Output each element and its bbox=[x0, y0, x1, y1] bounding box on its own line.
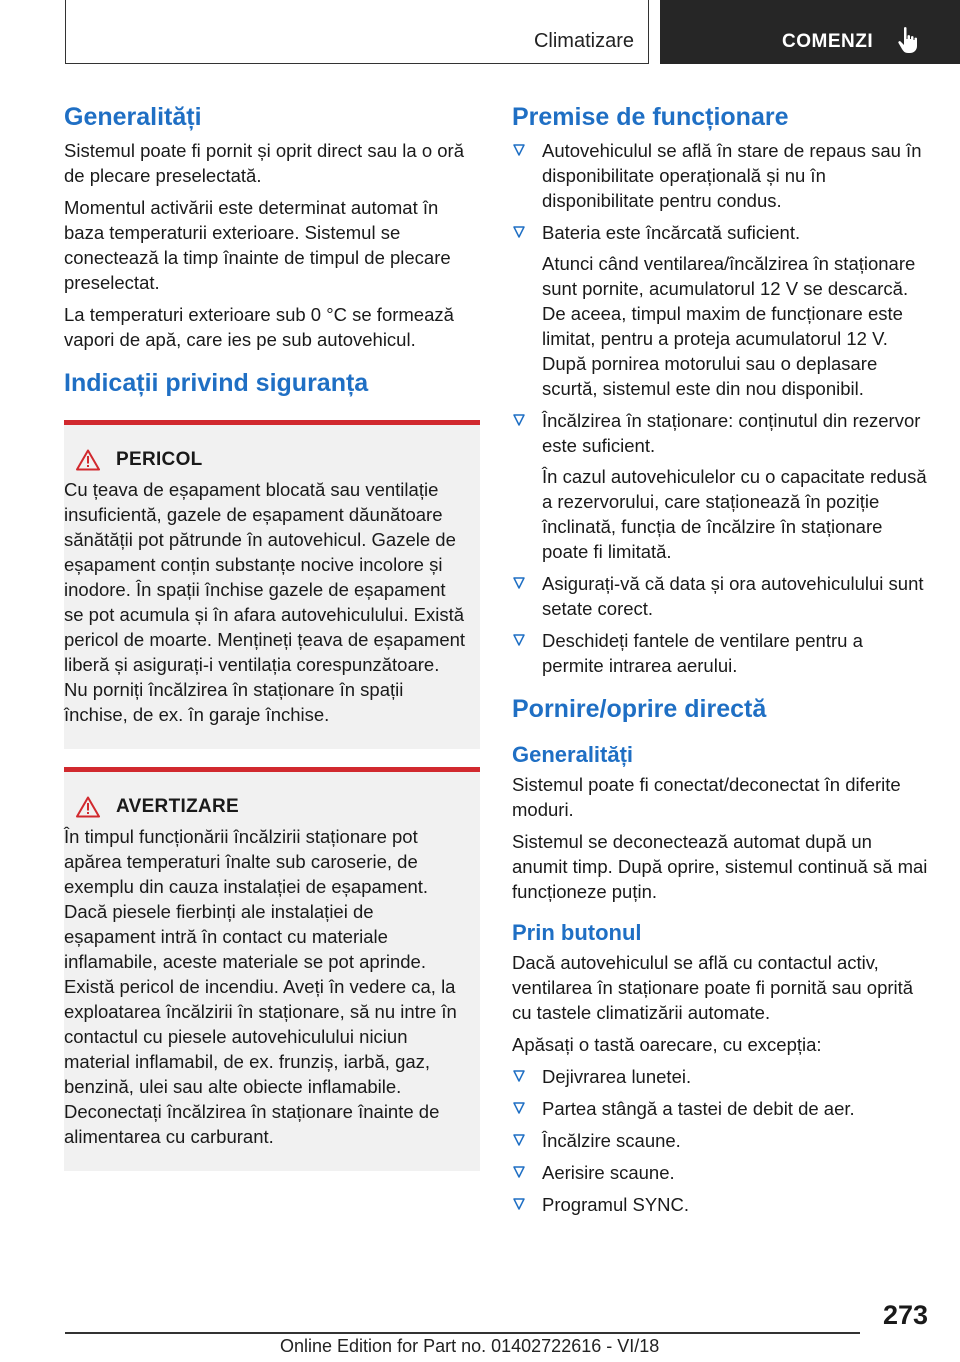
list-item bbox=[512, 1128, 928, 1153]
heading-safety: Indicații privind siguranța bbox=[64, 369, 369, 397]
premise-list bbox=[512, 138, 928, 678]
list-item-note: În cazul autovehiculelor cu o capacitate redusă a rezervorului, care staționează în poziție înclinată, funcția de încălzire în staționare poate fi limitată. bbox=[542, 466, 927, 562]
list-item-text: Partea stângă a tastei de debit de aer. bbox=[542, 1098, 855, 1119]
list-item-text: Aerisire scaune. bbox=[542, 1162, 675, 1183]
list-item bbox=[512, 1160, 928, 1185]
list-item bbox=[512, 408, 928, 564]
triangle-bullet-icon bbox=[513, 1069, 525, 1083]
triangle-bullet-icon bbox=[513, 143, 525, 157]
triangle-bullet-icon bbox=[513, 225, 525, 239]
paragraph: Dacă autovehiculul se află cu contactul activ, ventilarea în staționare poate fi pornită sau oprită cu tastele climatizării automate. bbox=[512, 952, 914, 1023]
right-column bbox=[512, 100, 928, 1224]
section-title: Climatizare bbox=[533, 30, 634, 52]
paragraph: Sistemul poate fi pornit și oprit direct sau la o oră de plecare preselectată. bbox=[64, 140, 464, 186]
triangle-bullet-icon bbox=[513, 1101, 525, 1115]
list-item-text: Bateria este încărcată suficient. bbox=[542, 222, 801, 243]
warning-header bbox=[76, 796, 468, 818]
warning-text: În timpul funcționării încălzirii staționare pot apărea temperaturi înalte sub caroserie, de exemplu din cauza instalației de eșapament. Dacă piesele fierbinți ale instalației de eșapament intră în contact cu materiale inflamabile, aceste materiale se pot aprinde. Există pericol de incendiu. Aveți în vedere ca, la exploatarea încălzirii în staționare, să nu intre în contactul cu piesele autovehiculului niciun material inflamabil, de ex. frunziș, iarbă, gaz, benzină, ulei sau alte obiecte inflamabile. Deconectați încălzirea în staționare înainte de alimentarea cu carburant. bbox=[64, 826, 457, 1147]
triangle-bullet-icon bbox=[513, 1133, 525, 1147]
list-item-text: Asigurați-vă că data și ora autovehiculului sunt setate corect. bbox=[542, 573, 924, 619]
chapter-tab-label: COMENZI bbox=[782, 31, 874, 52]
heading-general-2: Generalități bbox=[512, 742, 634, 767]
page-number: 273 bbox=[882, 1300, 928, 1330]
paragraph: Sistemul poate fi conectat/deconectat în diferite moduri. bbox=[512, 774, 901, 820]
triangle-bullet-icon bbox=[513, 1197, 525, 1211]
warning-box bbox=[64, 767, 480, 1171]
chapter-tab[interactable] bbox=[660, 0, 960, 64]
danger-text: Cu țeava de eșapament blocată sau ventilație insuficientă, gazele de eșapament dăunătoare sănătății pot pătrunde în autovehicul. Gazele de eșapament conțin substanțe nocive incolore și inodore. În spații închise gazele de eșapament se pot acumula și în afara autovehiculului. Există pericol de moarte. Mențineți țeava de eșapament liberă și asigurați-i ventilația corespunzătoare. Nu porniți încălzirea în staționare în spații închise, de ex. în garaje închise. bbox=[64, 479, 466, 725]
list-item bbox=[512, 1064, 928, 1089]
list-item-text: Dejivrarea lunetei. bbox=[542, 1066, 692, 1087]
warning-title: AVERTIZARE bbox=[116, 796, 239, 817]
paragraph: Sistemul se deconectează automat după un anumit timp. După oprire, sistemul continuă să mai funcționeze puțin. bbox=[512, 831, 928, 902]
footer-divider bbox=[65, 1332, 860, 1334]
list-item-note: Atunci când ventilarea/încălzirea în staționare sunt pornite, acumulatorul 12 V se descarcă. De aceea, timpul maxim de funcționare este limitat, pentru a proteja acumulatorul 12 V. După pornirea motorului sau o deplasare scurtă, sistemul este din nou disponibil. bbox=[542, 253, 916, 399]
footer-edition: Online Edition for Part no. 01402722616 - VI/18 bbox=[280, 1336, 660, 1356]
triangle-bullet-icon bbox=[513, 633, 525, 647]
danger-box bbox=[64, 420, 480, 749]
exception-list bbox=[512, 1064, 928, 1217]
danger-header bbox=[76, 449, 468, 471]
heading-direct: Pornire/oprire directă bbox=[512, 695, 767, 723]
left-column bbox=[64, 100, 480, 1171]
triangle-bullet-icon bbox=[513, 413, 525, 427]
list-item-text: Autovehiculul se află în stare de repaus sau în disponibilitate operațională și nu în disponibilitate pentru condus. bbox=[542, 140, 922, 211]
hand-pointer-icon bbox=[897, 26, 921, 54]
danger-title: PERICOL bbox=[116, 449, 203, 470]
list-item bbox=[512, 138, 928, 213]
heading-button: Prin butonul bbox=[512, 920, 642, 945]
heading-premise: Premise de funcționare bbox=[512, 103, 789, 131]
list-item-text: Programul SYNC. bbox=[542, 1194, 690, 1215]
header-frame bbox=[65, 0, 649, 64]
paragraph: La temperaturi exterioare sub 0 °C se formează vapori de apă, care ies pe sub autovehicul. bbox=[64, 304, 454, 350]
paragraph: Apăsați o tastă oarecare, cu excepția: bbox=[512, 1034, 822, 1055]
warning-triangle-icon bbox=[76, 449, 100, 471]
list-item bbox=[512, 1192, 928, 1217]
list-item bbox=[512, 571, 928, 621]
list-item-text: Încălzirea în staționare: conținutul din rezervor este suficient. bbox=[542, 410, 921, 456]
list-item bbox=[512, 220, 928, 401]
paragraph: Momentul activării este determinat automat în baza temperaturii exterioare. Sistemul se conectează la timp înainte de timpul de plecare preselectat. bbox=[64, 197, 451, 293]
list-item-text: Deschideți fantele de ventilare pentru a permite intrarea aerului. bbox=[542, 630, 863, 676]
list-item-text: Încălzire scaune. bbox=[542, 1130, 681, 1151]
list-item bbox=[512, 1096, 928, 1121]
list-item bbox=[512, 628, 928, 678]
triangle-bullet-icon bbox=[513, 576, 525, 590]
triangle-bullet-icon bbox=[513, 1165, 525, 1179]
warning-triangle-icon bbox=[76, 796, 100, 818]
heading-general: Generalități bbox=[64, 103, 202, 131]
